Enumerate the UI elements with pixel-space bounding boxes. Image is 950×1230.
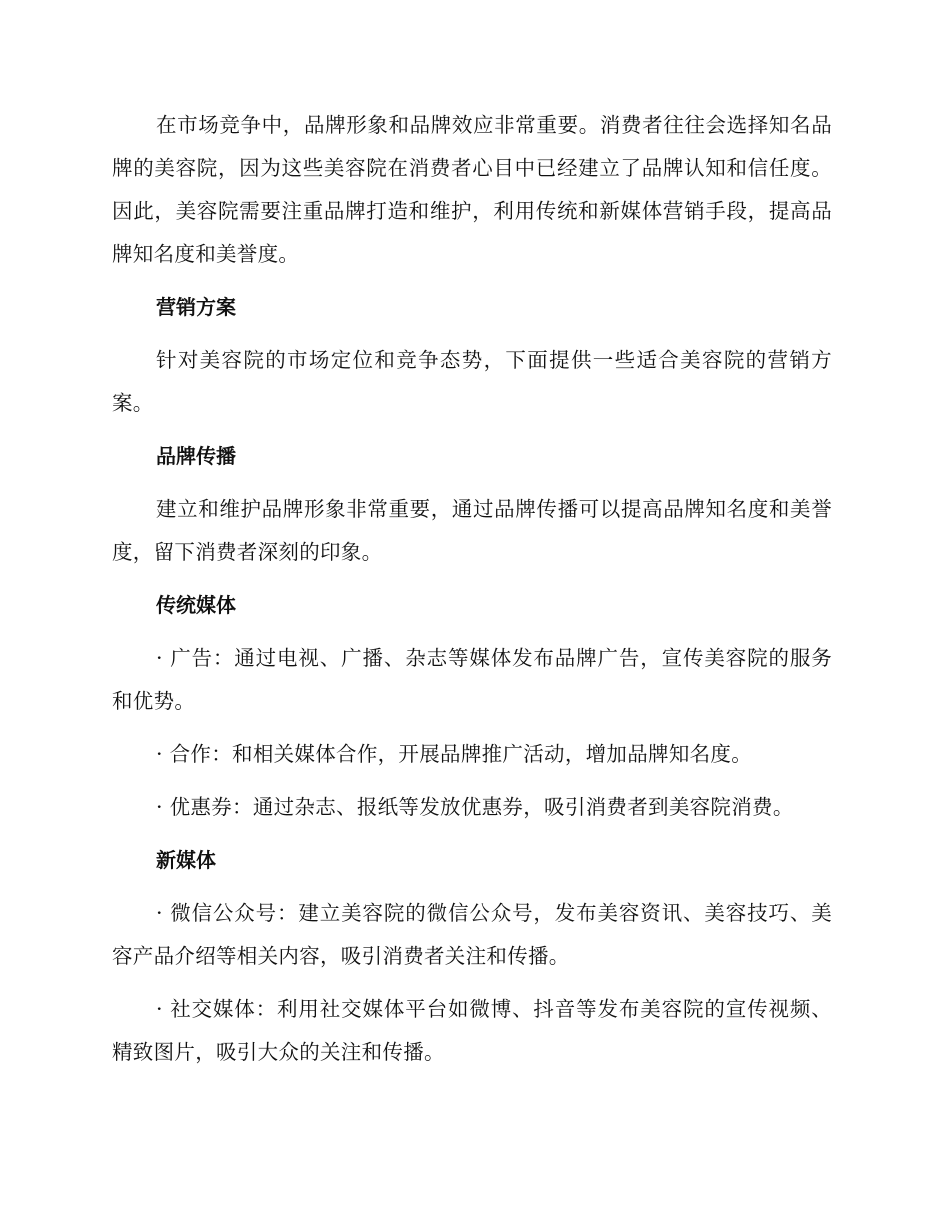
heading-marketing-plan: 营销方案 bbox=[156, 295, 236, 319]
paragraph-brand-image: 在市场竞争中，品牌形象和品牌效应非常重要。消费者往往会选择知名品牌的美容院，因为这些美容院在消费者心目中已经建立了品牌认知和信任度。因此，美容院需要注重品牌打造和维护，利用传统和新媒体营销手段，提高品牌知名度和美誉度。 bbox=[112, 113, 832, 266]
bullet-coupons: · 优惠券：通过杂志、报纸等发放优惠券，吸引消费者到美容院消费。 bbox=[156, 795, 794, 819]
heading-new-media: 新媒体 bbox=[156, 848, 216, 872]
heading-brand-communication: 品牌传播 bbox=[156, 444, 236, 468]
bullet-advertising: · 广告：通过电视、广播、杂志等媒体发布品牌广告，宣传美容院的服务和优势。 bbox=[112, 646, 832, 713]
heading-traditional-media: 传统媒体 bbox=[156, 593, 236, 617]
bullet-cooperation: · 合作：和相关媒体合作，开展品牌推广活动，增加品牌知名度。 bbox=[156, 742, 753, 766]
paragraph-marketing-intro: 针对美容院的市场定位和竞争态势，下面提供一些适合美容院的营销方案。 bbox=[112, 348, 832, 415]
document-body bbox=[112, 104, 832, 1074]
paragraph-brand-communication: 建立和维护品牌形象非常重要，通过品牌传播可以提高品牌知名度和美誉度，留下消费者深刻的印象。 bbox=[112, 497, 832, 564]
bullet-wechat: · 微信公众号：建立美容院的微信公众号，发布美容资讯、美容技巧、美容产品介绍等相关内容，吸引消费者关注和传播。 bbox=[112, 901, 832, 968]
bullet-social-media: · 社交媒体：利用社交媒体平台如微博、抖音等发布美容院的宣传视频、精致图片，吸引大众的关注和传播。 bbox=[112, 997, 832, 1064]
